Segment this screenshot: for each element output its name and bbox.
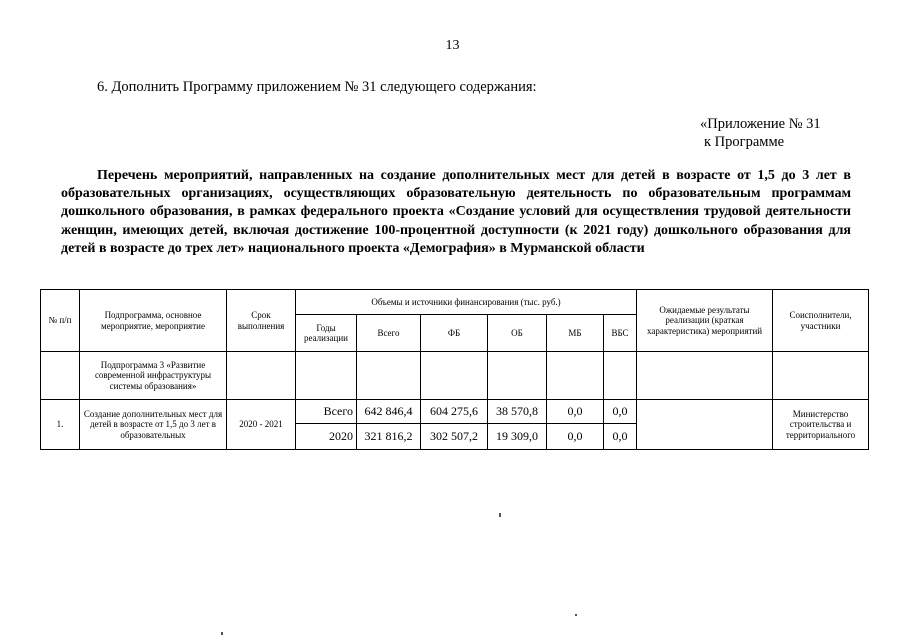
subprogram-row	[41, 352, 869, 400]
header-vbs: ВБС	[604, 315, 637, 352]
row-participants: Министерство строительства и территориального	[773, 400, 869, 450]
header-fb: ФБ	[421, 315, 488, 352]
appendix-line-1: «Приложение № 31	[700, 116, 821, 132]
header-participants: Соисполнители, участники	[773, 290, 869, 352]
row-term: 2020 - 2021	[227, 400, 296, 450]
appendix-line-2: к Программе	[704, 134, 785, 150]
row-total-value: 321 816,2	[357, 424, 421, 450]
row-fb-value: 302 507,2	[421, 424, 488, 450]
header-row	[41, 290, 869, 315]
row-ob-value: 38 570,8	[488, 400, 547, 424]
document-heading: Перечень мероприятий, направленных на создание дополнительных мест для детей в возрасте от 1,5 до 3 лет в образовательных организациях, осуществляющих образовательную деятельность по образовательным программам дошкольного образования, в рамках федерального проекта «Создание условий для осуществления трудовой деятельности женщин, имеющих детей, включая достижение 100-процентной доступности (к 2021 году) дошкольного образования для детей в возрасте до трех лет» национального проекта «Демография» в Мурманской области	[61, 168, 851, 256]
row-mb-value: 0,0	[547, 400, 604, 424]
page-number: 13	[445, 38, 460, 53]
header-mb: МБ	[547, 315, 604, 352]
row-number: 1.	[41, 400, 80, 450]
row-vbs-value: 0,0	[604, 400, 637, 424]
scan-speck	[575, 614, 577, 616]
row-measure-name: Создание дополнительных мест для детей в возрасте от 1,5 до 3 лет в образовательных	[80, 400, 227, 450]
appendix-caption	[700, 115, 821, 151]
row-ob-value: 19 309,0	[488, 424, 547, 450]
header-program: Подпрограмма, основное мероприятие, мероприятие	[80, 290, 227, 352]
header-years: Годы реализации	[296, 315, 357, 352]
row-total-value: 642 846,4	[357, 400, 421, 424]
subprogram-title: Подпрограмма 3 «Развитие современной инфраструктуры системы образования»	[80, 352, 227, 400]
row-year-label: Всего	[296, 400, 357, 424]
header-num: № п/п	[41, 290, 80, 352]
row-fb-value: 604 275,6	[421, 400, 488, 424]
header-results: Ожидаемые результаты реализации (краткая характеристика) мероприятий	[637, 290, 773, 352]
row-year-label: 2020	[296, 424, 357, 450]
row-results	[637, 400, 773, 450]
financing-table	[40, 289, 869, 450]
header-funding: Объемы и источники финансирования (тыс. руб.)	[296, 290, 637, 315]
scan-speck	[221, 632, 223, 635]
header-term: Срок выполнения	[227, 290, 296, 352]
row-vbs-value: 0,0	[604, 424, 637, 450]
table-row	[41, 400, 869, 424]
header-ob: ОБ	[488, 315, 547, 352]
scan-speck	[499, 513, 501, 517]
intro-paragraph: 6. Дополнить Программу приложением № 31 следующего содержания:	[97, 79, 537, 95]
header-total: Всего	[357, 315, 421, 352]
row-mb-value: 0,0	[547, 424, 604, 450]
